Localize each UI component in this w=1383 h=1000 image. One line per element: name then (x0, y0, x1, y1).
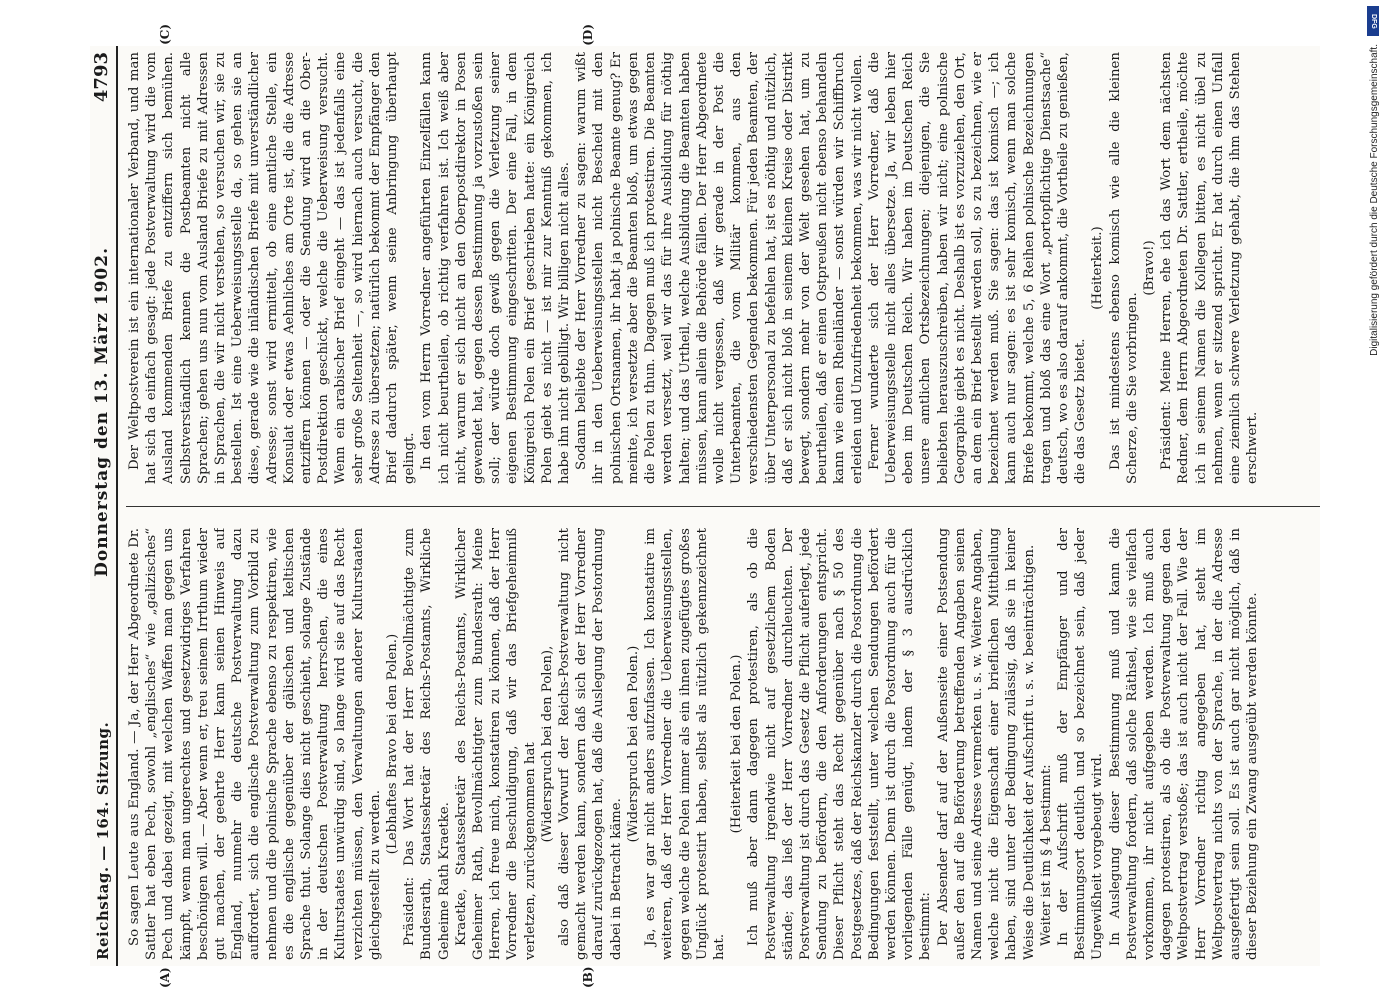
paragraph: (Heiterkeit bei den Polen.) (729, 654, 745, 834)
paragraph: Ich muß aber dann dagegen protestiren, als ob die Postverwaltung irgendwie nicht auf gesetzlichem Boden stände; das ließ der Herr Vorredner durchleuchten. Der Postverwaltung ist durch das Gesetz die Pflicht auferlegt, jede Sendung zu befördern, die den Anforderungen entspricht. Dieser Pflicht steht das Recht gegenüber nach § 50 des Postgesetzes, daß der Reichskanzler durch die Postordnung die Bedingungen feststellt, unter welchen Sendungen befördert werden können. Denn ist durch die Postordnung auch für die vorliegenden Fälle genügt, indem der § 3 ausdrücklich bestimmt: (746, 528, 934, 960)
paragraph: Ferner wunderte sich der Herr Vorredner, daß die Ueberweisungsstelle nicht alles übersetze. Ja, wir leben hier eben im Deutschen Reich. Wir haben im Deutschen Reich unsere amtlichen Ortsbezeichnungen; diejenigen, die Sie beliebten herauszuschreiben, haben wir nicht; eine polnische Geographie giebt es nicht. Deshalb ist es vorzuziehen, den Ort, an dem ein Brief bestellt werden soll, so zu bezeichnen, wie er bezeichnet werden muß. Sie sagen: das ist komisch —; ich kann auch nur sagen: es ist sehr komisch, wenn man solche Briefe bekommt, welche 5, 6 Reihen polnische Bezeichnungen tragen und bloß das eine Wort „portopflichtige Dienstsache“ deutsch, wo es also darauf ankommt, die Vortheile zu genießen, die das Gesetz bietet. (866, 52, 1089, 484)
paragraph: In Auslegung dieser Bestimmung muß und kann die Postverwaltung fordern, daß solche Räthsel, wie sie vielfach vorkommen, ihr nicht aufgegeben werden. Ich muß auch dagegen protestiren, als ob die Postverwaltung gegen den Weltpostvertrag verstoße; das ist auch nicht der Fall. Wie der Herr Vorredner richtig angegeben hat, steht im Weltpostvertrag nichts von der Sprache, in der die Adresse ausgefertigt sein soll. Es ist auch gar nicht möglich, daß in dieser Beziehung ein Zwang ausgeübt werden könnte. (1107, 528, 1261, 960)
margin-marker-b: (B) (581, 966, 595, 988)
digitization-note: Digitalisierung gefördert durch die Deutsche Forschungsgemeinschaft. (1369, 44, 1380, 356)
paragraph: Das ist mindestens ebenso komisch wie alle die kleinen Scherze, die Sie vorbringen. (1107, 52, 1140, 484)
paragraph: Kraetke, Staatssekretär des Reichs-Postamts, Wirklicher Geheimer Rath, Bevollmächtigter zum Bundesrath: Meine Herren, ich freue mich, konstatiren zu können, daß der Herr Vorredner die Beschuldigung, daß wir das Briefgeheimniß verletzen, zurückgenommen hat (453, 528, 538, 960)
column-divider (126, 506, 1320, 507)
paragraph: In den vom Herrn Vorredner angeführten Einzelfällen kann ich nicht beurtheilen, ob richtig verfahren ist. Ich weiß aber nicht, warum er sich nicht an den Oberpostdirektor in Posen gewendet hat, gegen dessen Bestimmung ja vorzustoßen sein soll; der würde doch gewiß gegen die Verletzung seiner eigenen Bestimmung eingeschritten. Der eine Fall, in dem Königreich Polen ein Brief geschrieben hatte: ein Königreich Polen giebt es nicht — ist mir zur Kenntniß gekommen, ich habe ihn nicht gebilligt. Wir billigen nicht alles. (419, 52, 573, 484)
paragraph: (Lebhaftes Bravo bei den Polen.) (385, 633, 401, 855)
digitization-credit (1365, 0, 1383, 1000)
margin-marker-a: (A) (158, 967, 172, 988)
margin-marker-c: (C) (158, 24, 172, 45)
paragraph: (Widerspruch bei den Polen.) (625, 645, 641, 843)
right-column (126, 52, 1320, 484)
header-session: Reichstag. — 164. Sitzung. (94, 721, 112, 960)
paragraph: (Bravo!) (1141, 240, 1157, 296)
paragraph: Präsident: Das Wort hat der Herr Bevollmächtigte zum Bundesrath, Staatssekretär des Reichs-Postamts, Wirkliche Geheime Rath Kraetke. (402, 528, 452, 960)
paragraph: (Widerspruch bei den Polen), (539, 645, 555, 843)
paragraph: So sagen Leute aus England. — Ja, der Herr Abgeordnete Dr. Sattler hat eben Pech, sowohl „englisches“ wie „galizisches“ Pech und dabei gezeigt, mit welchen Waffen man gegen uns kämpft, wenn man ungerechtes und gesetzwidriges Verfahren beschönigen will. — Aber wenn er, treu seinem Irrthum wieder gut machen, der geehrte Herr kann seinen Hinweis auf England, nunmehr die deutsche Postverwaltung dazu auffordert, sich die englische Postverwaltung zum Vorbild zu nehmen und die polnische Sprache ebenso zu respektiren, wie es die englische gegenüber der gälischen und keltischen Sprache thut. Solange dies nicht geschieht, solange Zustände in der deutschen Postverwaltung herrschen, die eines Kulturstaates unwürdig sind, so lange wird sie auf das Recht verzichten müssen, den Verwaltungen anderer Kulturstaaten gleichgestellt zu werden. (127, 528, 383, 960)
page-number: 4793 (91, 52, 112, 103)
text-columns (126, 24, 1320, 988)
paragraph: Sodann beliebte der Herr Vorredner zu sagen: warum wißt ihr in den Ueberweisungsstellen nicht Bescheid mit den polnischen Ortsnamen, ihr habt ja polnische Beamte genug? Er meinte, ich versetzte aber die Beamten bloß, um etwas gegen die Polen zu thun. Dagegen muß ich protestiren. Die Beamten werden versetzt, weil wir das für ihre Ausbildung für nöthig halten; und das Urtheil, welche Ausbildung die Beamten haben müssen, kann allein die Behörde fällen. Der Herr Abgeordnete wolle nicht vergessen, daß wir gerade in der Post die Unterbeamten, die vom Militär kommen, aus den verschiedensten Gegenden bekommen. Für jeden Beamten, der über Unterpersonal zu befehlen hat, ist es nöthig und nützlich, daß er sich nicht bloß in seinem kleinen Kreise oder Distrikt bewegt, sondern mehr von der Welt gesehen hat, um zu beurtheilen, daß er einen Ostpreußen nicht ebenso behandeln kann wie einen Rheinländer — sonst würden wir Schiffbruch erleiden und Unzufriedenheit bekommen, was wir nicht wollen. (574, 52, 865, 484)
header-date: Donnerstag den 13. März 1902. (92, 246, 112, 577)
paragraph: Weiter ist im § 4 bestimmt: (1038, 764, 1054, 946)
paragraph: (Heiterkeit.) (1090, 226, 1106, 310)
margin-marker-d: (D) (581, 24, 595, 46)
dfg-logo: DFG (1367, 6, 1379, 36)
paragraph: Der Weltpostverein ist ein internationaler Verband, und man hat sich da einfach gesagt: jede Postverwaltung wird die vom Ausland kommenden Briefe zu entziffern sich bemühen. Selbstverständlich kennen die Postbeamten nicht alle Sprachen; gehen uns nun vom Ausland Briefe zu mit Adressen in Sprachen, die wir nicht verstehen, so versuchen wir, sie zu bestellen. Ist eine Ueberweisungsstelle da, so gehen sie an diese, gerade wie die inländischen Briefe mit unverständlicher Adresse; sonst wird ermittelt, ob eine amtliche Stelle, ein Konsulat oder etwas Aehnliches am Orte ist, die die Adresse entziffern können — oder die Sendung wird an die Ober-Postdirektion geschickt, welche die Ueberweisung versucht. Wenn ein arabischer Brief eingeht — das ist jedenfalls eine sehr große Seltenheit —, so wird hiernach auch versucht, die Adresse zu übersetzen; natürlich bekommt der Empfänger den Brief dadurch später, wenn seine Anbringung überhaupt gelingt. (127, 52, 418, 484)
left-column (126, 528, 1320, 960)
paragraph: Ja, es war gar nicht anders aufzufassen. Ich konstatire im weiteren, daß der Herr Vorredner die Ueberweisungsstellen, gegen welche die Polen immer als ein ihnen zugefügtes großes Unglück protestirt haben, selbst als nützlich gekennzeichnet hat. (643, 528, 727, 960)
paragraph: In der Aufschrift muß der Empfänger und der Bestimmungsort deutlich und so bezeichnet sein, daß jeder Ungewißheit vorgebeugt wird. (1055, 528, 1106, 960)
page-header (90, 46, 118, 966)
paragraph: Präsident: Meine Herren, ehe ich das Wort dem nächsten Redner, dem Herrn Abgeordneten Dr. Sattler, ertheile, möchte ich in seinem Namen die Kollegen bitten, es nicht übel zu nehmen, wenn er sitzend spricht. Er hat durch einen Unfall eine ziemlich schwere Verletzung gehabt, die ihm das Stehen erschwert. (1159, 52, 1261, 484)
paragraph: also daß dieser Vorwurf der Reichs-Postverwaltung nicht gemacht werden kann, sondern daß sich der Herr Vorredner darauf zurückgezogen hat, daß die Auslegung der Postordnung dabei in Betracht käme. (557, 528, 624, 960)
document-page (90, 24, 1320, 988)
paragraph: Der Absender darf auf der Außenseite einer Postsendung außer den auf die Beförderung betreffenden Angaben seinen Namen und seine Adresse vermerken u. s. w. Weitere Angaben, welche nicht die Eigenschaft einer brieflichen Mittheilung haben, sind unter der Bedingung zulässig, daß sie in keiner Weise die Deutlichkeit der Aufschrift u. s. w. beeinträchtigen. (935, 528, 1037, 960)
